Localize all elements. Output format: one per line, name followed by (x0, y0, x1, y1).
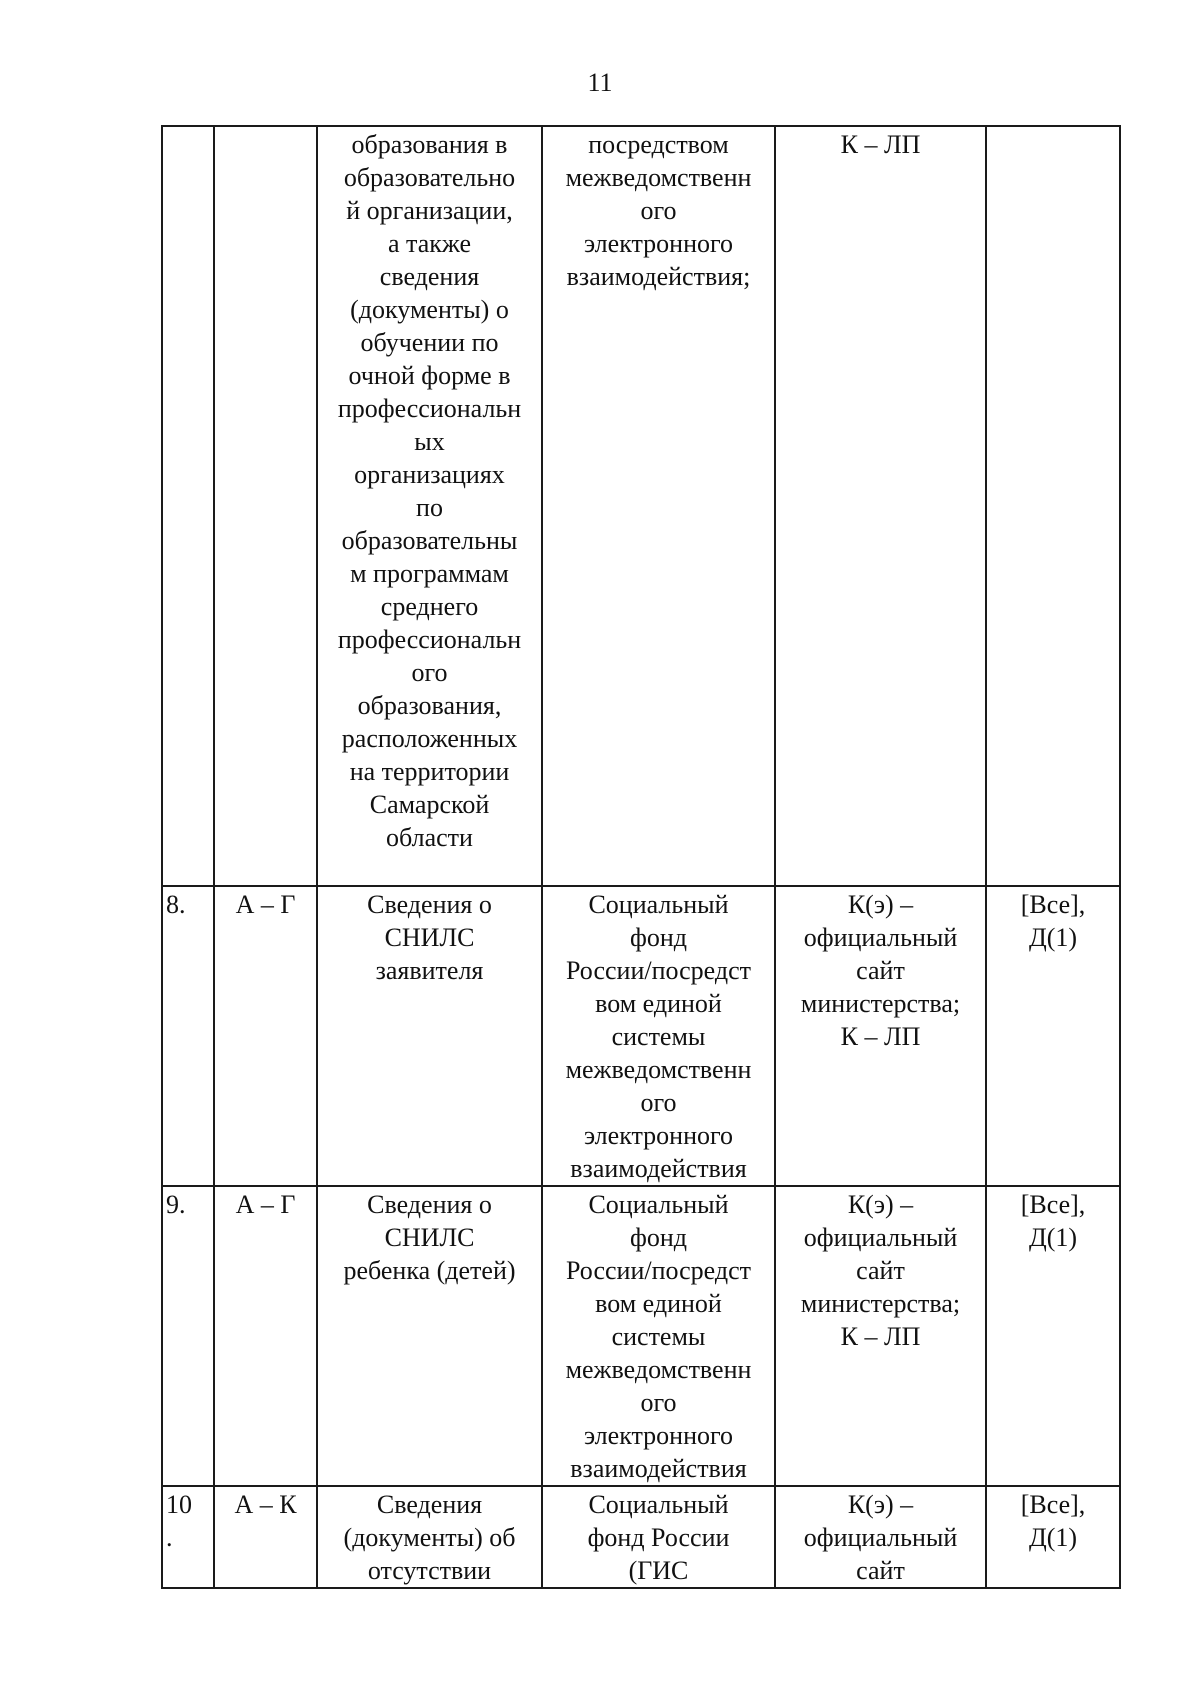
cell-number (162, 126, 214, 886)
cell-document: образования в образовательно й организации, а также сведения (документы) о обучении по очной форме в профессиональн ых организациях по образовательны м программам среднего профессиональн ого образования, расположенных на территории Самарской области (317, 126, 542, 886)
cell-code: А – Г (214, 1186, 317, 1486)
table-row (162, 1486, 1120, 1588)
cell-code: А – Г (214, 886, 317, 1186)
cell-source: посредством межведомственн ого электронного взаимодействия; (542, 126, 775, 886)
cell-document: Сведения о СНИЛС ребенка (детей) (317, 1186, 542, 1486)
cell-note: [Все], Д(1) (986, 1486, 1120, 1588)
cell-note: [Все], Д(1) (986, 1186, 1120, 1486)
documents-table (161, 125, 1121, 1589)
cell-source: Социальный фонд России/посредст вом единой системы межведомственн ого электронного взаимодействия (542, 886, 775, 1186)
table-row (162, 886, 1120, 1186)
cell-note (986, 126, 1120, 886)
cell-document: Сведения о СНИЛС заявителя (317, 886, 542, 1186)
page-number: 11 (587, 68, 613, 97)
cell-source: Социальный фонд России (ГИС (542, 1486, 775, 1588)
cell-number: 10 . (162, 1486, 214, 1588)
cell-source: Социальный фонд России/посредст вом единой системы межведомственн ого электронного взаимодействия (542, 1186, 775, 1486)
table-row (162, 126, 1120, 886)
table-row (162, 1186, 1120, 1486)
cell-code (214, 126, 317, 886)
cell-method: К – ЛП (775, 126, 986, 886)
cell-document: Сведения (документы) об отсутствии (317, 1486, 542, 1588)
cell-code: А – К (214, 1486, 317, 1588)
cell-method: К(э) – официальный сайт министерства; К – ЛП (775, 1186, 986, 1486)
cell-number: 9. (162, 1186, 214, 1486)
cell-number: 8. (162, 886, 214, 1186)
cell-method: К(э) – официальный сайт (775, 1486, 986, 1588)
cell-note: [Все], Д(1) (986, 886, 1120, 1186)
cell-method: К(э) – официальный сайт министерства; К – ЛП (775, 886, 986, 1186)
